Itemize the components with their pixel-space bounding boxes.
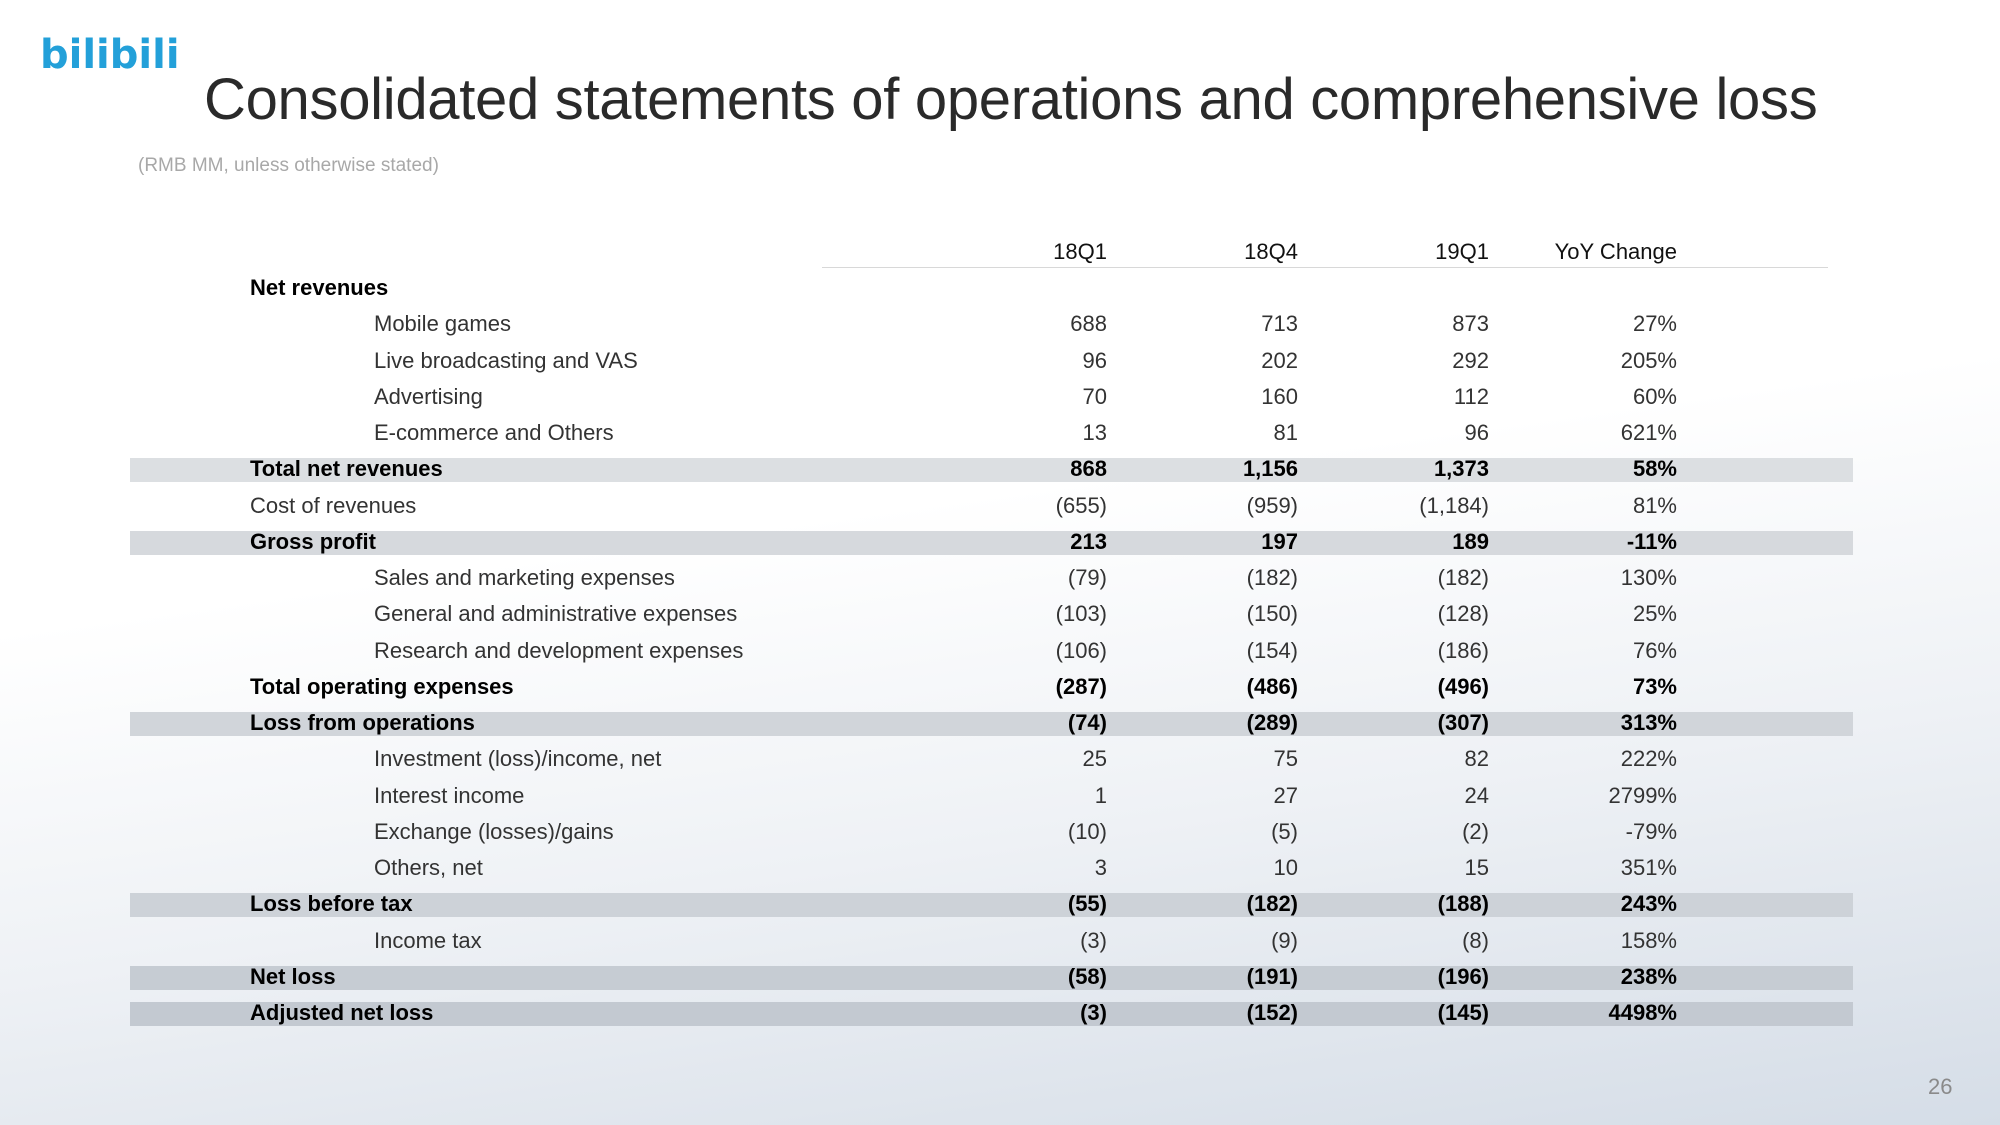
cell-yoy-change: 4498% xyxy=(1608,1000,1677,1025)
row-label: Investment (loss)/income, net xyxy=(374,746,662,772)
table-row xyxy=(0,451,2000,487)
cell-19q1: (188) xyxy=(1437,891,1489,917)
cell-18q4: (959) xyxy=(1246,492,1298,518)
table-row xyxy=(0,379,2000,415)
column-header-19q1: 19Q1 xyxy=(1435,239,1489,264)
cell-18q4: (182) xyxy=(1246,891,1298,917)
cell-19q1: 189 xyxy=(1452,528,1489,554)
cell-19q1: (196) xyxy=(1437,963,1489,989)
cell-18q4: 202 xyxy=(1261,347,1298,373)
column-header-yoy-change: YoY Change xyxy=(1554,239,1677,264)
cell-19q1: 112 xyxy=(1453,383,1489,409)
cell-yoy-change: 351% xyxy=(1620,855,1677,880)
cell-19q1: (145) xyxy=(1437,1000,1489,1025)
cell-18q1: 25 xyxy=(1082,746,1107,772)
cell-18q4: (150) xyxy=(1246,601,1298,627)
cell-18q4: (5) xyxy=(1271,818,1298,844)
cell-19q1: (182) xyxy=(1437,565,1489,590)
cell-yoy-change: 25% xyxy=(1632,601,1677,627)
cell-19q1: 873 xyxy=(1452,311,1489,337)
cell-yoy-change: 130% xyxy=(1620,565,1677,590)
cell-18q1: 3 xyxy=(1094,855,1107,880)
row-label: E-commerce and Others xyxy=(374,420,614,445)
row-label: Total net revenues xyxy=(250,456,443,482)
cell-yoy-change: 2799% xyxy=(1608,782,1677,808)
units-note: (RMB MM, unless otherwise stated) xyxy=(138,155,439,176)
cell-18q1: 868 xyxy=(1070,456,1107,482)
bilibili-logo xyxy=(40,26,180,78)
cell-18q4: 27 xyxy=(1273,782,1298,808)
cell-yoy-change: 27% xyxy=(1632,311,1677,337)
column-header-18q4: 18Q4 xyxy=(1244,239,1298,264)
row-label: Net revenues xyxy=(250,275,389,300)
table-row xyxy=(0,596,2000,632)
cell-18q4: (9) xyxy=(1271,927,1298,953)
cell-yoy-change: 76% xyxy=(1632,637,1677,663)
row-label: Live broadcasting and VAS xyxy=(374,347,638,373)
cell-18q1: (79) xyxy=(1067,565,1107,590)
cell-18q1: 213 xyxy=(1070,528,1107,554)
row-label: Net loss xyxy=(250,963,336,989)
cell-19q1: (1,184) xyxy=(1419,492,1489,518)
cell-18q4: (152) xyxy=(1246,1000,1298,1025)
cell-18q1: (58) xyxy=(1067,963,1107,989)
cell-18q4: 160 xyxy=(1261,383,1298,409)
table-row xyxy=(0,488,2000,524)
row-label: Exchange (losses)/gains xyxy=(374,818,614,844)
table-row xyxy=(0,923,2000,959)
cell-18q4: 10 xyxy=(1273,855,1298,880)
cell-18q1: 96 xyxy=(1082,347,1107,373)
row-label: Interest income xyxy=(374,782,525,808)
table-row xyxy=(0,995,2000,1031)
row-label: Mobile games xyxy=(374,311,511,337)
table-row xyxy=(0,778,2000,814)
cell-19q1: (496) xyxy=(1437,673,1489,699)
cell-19q1: 82 xyxy=(1464,746,1489,772)
table-row xyxy=(0,886,2000,922)
table-row xyxy=(0,415,2000,451)
cell-19q1: 1,373 xyxy=(1433,456,1489,482)
row-label: Gross profit xyxy=(250,528,376,554)
cell-19q1: (128) xyxy=(1437,601,1489,627)
cell-yoy-change: 158% xyxy=(1620,927,1677,953)
cell-yoy-change: 243% xyxy=(1620,891,1677,917)
row-label: Adjusted net loss xyxy=(250,1000,434,1025)
table-row xyxy=(0,669,2000,705)
cell-yoy-change: 60% xyxy=(1632,383,1677,409)
cell-yoy-change: -79% xyxy=(1625,818,1677,844)
cell-18q1: (103) xyxy=(1055,601,1107,627)
table-row xyxy=(0,306,2000,342)
cell-18q4: 713 xyxy=(1261,311,1298,337)
cell-19q1: (307) xyxy=(1437,710,1489,735)
cell-19q1: 292 xyxy=(1452,347,1489,373)
row-label: Loss before tax xyxy=(250,891,413,917)
row-label: General and administrative expenses xyxy=(374,601,738,627)
row-label: Total operating expenses xyxy=(250,673,514,699)
cell-18q4: (154) xyxy=(1246,637,1298,663)
row-label: Advertising xyxy=(374,383,483,409)
cell-19q1: (8) xyxy=(1462,927,1489,953)
table-row xyxy=(0,705,2000,741)
cell-19q1: 96 xyxy=(1464,420,1489,445)
cell-19q1: 15 xyxy=(1464,855,1489,880)
table-row xyxy=(0,741,2000,777)
table-row xyxy=(0,850,2000,886)
cell-18q1: (10) xyxy=(1067,818,1107,844)
table-row xyxy=(0,814,2000,850)
table-row xyxy=(0,270,2000,306)
cell-19q1: (186) xyxy=(1437,637,1489,663)
cell-19q1: 24 xyxy=(1464,782,1489,808)
cell-yoy-change: 205% xyxy=(1620,347,1677,373)
row-label: Research and development expenses xyxy=(374,637,744,663)
cell-yoy-change: 73% xyxy=(1632,673,1677,699)
cell-yoy-change: 58% xyxy=(1632,456,1677,482)
logo-text: bilibili xyxy=(40,32,180,78)
column-header-18q1: 18Q1 xyxy=(1053,239,1107,264)
table-row xyxy=(0,959,2000,995)
cell-18q1: 13 xyxy=(1082,420,1107,445)
cell-yoy-change: 313% xyxy=(1620,710,1677,735)
cell-18q1: 1 xyxy=(1094,782,1107,808)
cell-19q1: (2) xyxy=(1462,818,1489,844)
cell-18q4: (182) xyxy=(1246,565,1298,590)
cell-18q4: 81 xyxy=(1273,420,1298,445)
cell-18q1: (655) xyxy=(1055,492,1107,518)
table-row xyxy=(0,524,2000,560)
page-number: 26 xyxy=(1928,1074,1953,1099)
cell-yoy-change: 621% xyxy=(1620,420,1677,445)
cell-yoy-change: 238% xyxy=(1620,963,1677,989)
cell-18q4: 75 xyxy=(1273,746,1298,772)
cell-18q1: 70 xyxy=(1082,383,1107,409)
cell-yoy-change: -11% xyxy=(1626,528,1677,554)
cell-18q1: (287) xyxy=(1055,673,1107,699)
cell-yoy-change: 222% xyxy=(1620,746,1677,772)
row-label: Sales and marketing expenses xyxy=(374,565,675,590)
cell-18q1: (3) xyxy=(1080,927,1107,953)
table-row xyxy=(0,343,2000,379)
cell-18q4: 197 xyxy=(1261,528,1298,554)
page-title: Consolidated statements of operations and comprehensive loss xyxy=(204,67,1818,132)
cell-18q4: (486) xyxy=(1246,673,1298,699)
cell-18q1: (3) xyxy=(1080,1000,1107,1025)
cell-18q1: (74) xyxy=(1067,710,1107,735)
header-divider xyxy=(822,267,1828,268)
cell-18q4: (289) xyxy=(1246,710,1298,735)
row-label: Income tax xyxy=(374,927,482,953)
cell-18q1: 688 xyxy=(1070,311,1107,337)
row-label: Others, net xyxy=(374,855,483,880)
cell-18q4: 1,156 xyxy=(1242,456,1298,482)
table-row xyxy=(0,560,2000,596)
row-label: Loss from operations xyxy=(250,710,475,735)
cell-18q4: (191) xyxy=(1246,963,1298,989)
row-label: Cost of revenues xyxy=(250,492,417,518)
cell-yoy-change: 81% xyxy=(1632,492,1677,518)
table-row xyxy=(0,633,2000,669)
cell-18q1: (106) xyxy=(1055,637,1107,663)
cell-18q1: (55) xyxy=(1067,891,1107,917)
